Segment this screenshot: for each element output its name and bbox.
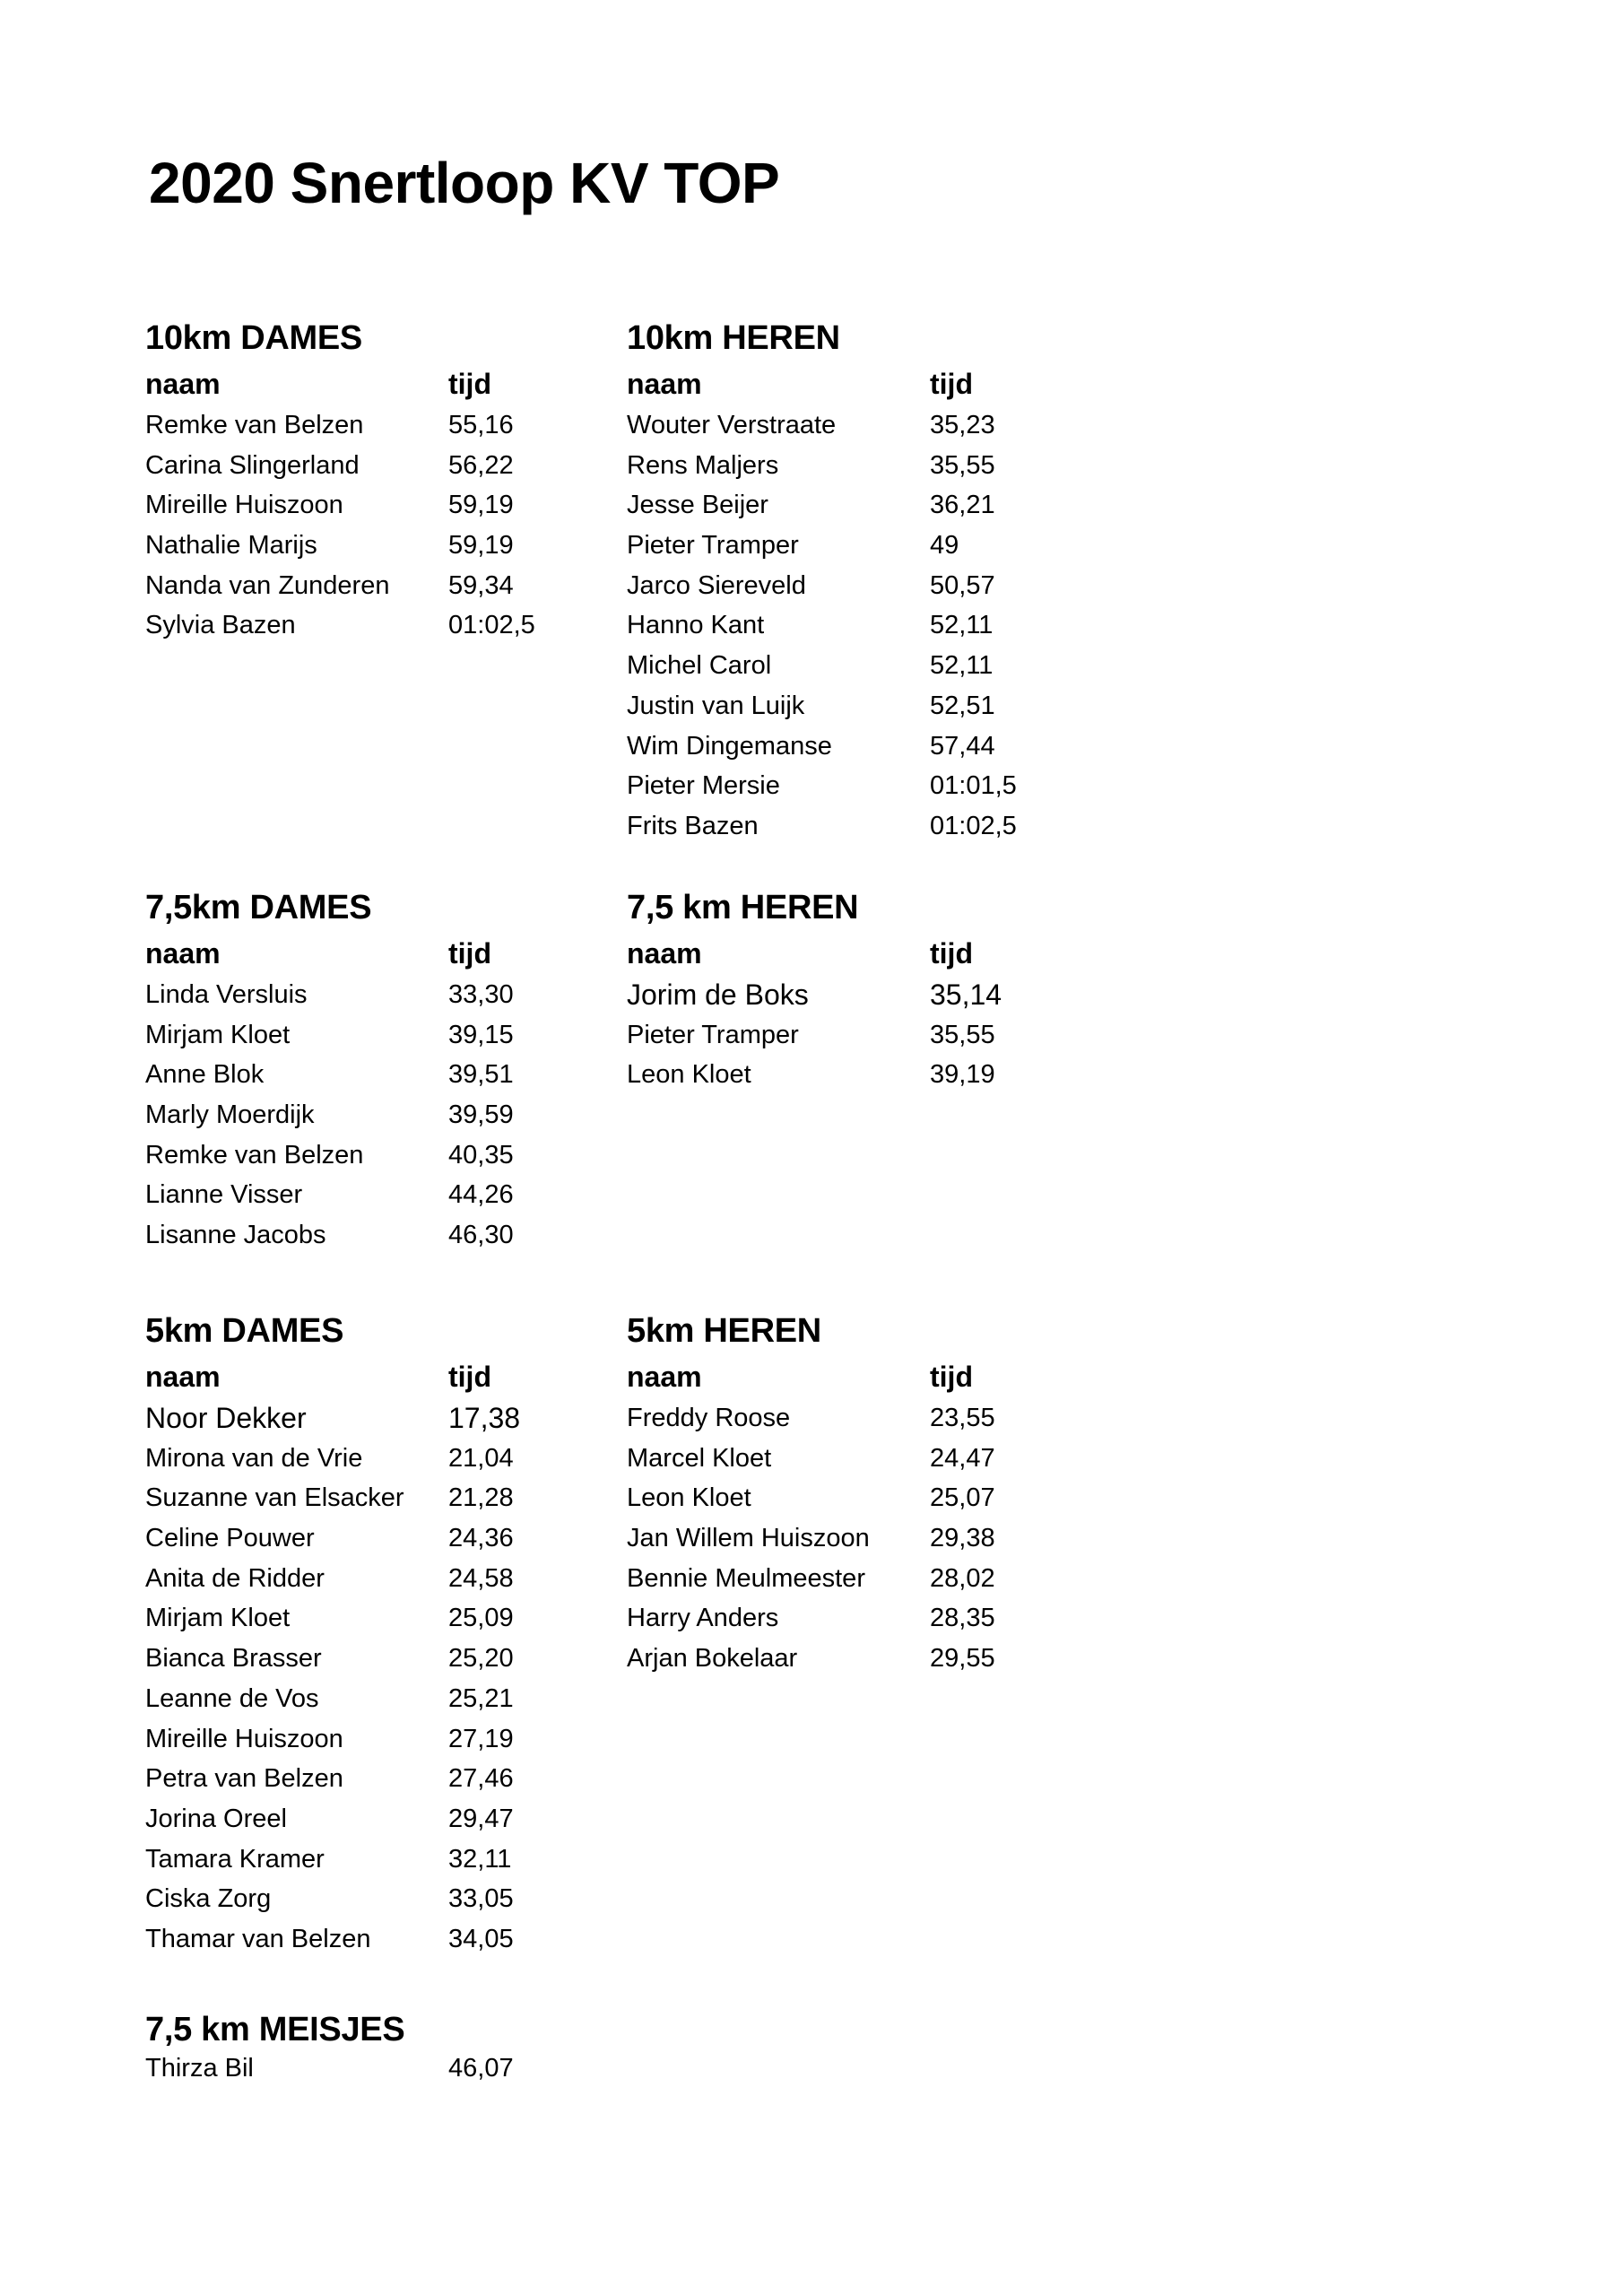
finish-time: 34,05 <box>448 1924 514 1953</box>
runner-name: Hanno Kant <box>627 611 765 640</box>
finish-time: 59,19 <box>448 491 514 520</box>
result-row <box>145 1766 612 1806</box>
finish-time: 24,58 <box>448 1563 514 1593</box>
runner-name: Arjan Bokelaar <box>627 1644 798 1674</box>
finish-time: 44,26 <box>448 1180 514 1210</box>
results-list <box>145 2056 612 2096</box>
finish-time: 33,30 <box>448 980 514 1009</box>
column-header-time: tijd <box>930 937 973 970</box>
finish-time: 39,59 <box>448 1100 514 1130</box>
runner-name: Noor Dekker <box>145 1402 307 1434</box>
runner-name: Leon Kloet <box>627 1060 751 1090</box>
runner-name: Bennie Meulmeester <box>627 1563 865 1593</box>
finish-time: 35,55 <box>930 450 995 480</box>
result-row <box>627 978 1093 1022</box>
result-row <box>627 1605 1093 1646</box>
results-list <box>145 413 612 653</box>
result-row <box>627 693 1093 734</box>
results-list <box>627 978 1093 1102</box>
result-row <box>145 450 612 493</box>
finish-time: 27,19 <box>448 1724 514 1753</box>
finish-time: 21,28 <box>448 1483 514 1513</box>
result-row <box>627 413 1093 453</box>
result-row <box>627 1443 1093 1486</box>
finish-time: 21,04 <box>448 1443 514 1473</box>
result-row <box>145 1726 612 1767</box>
finish-time: 28,35 <box>930 1604 995 1633</box>
finish-time: 01:02,5 <box>930 811 1017 840</box>
runner-name: Mireille Huiszoon <box>145 491 343 520</box>
finish-time: 49 <box>930 531 959 561</box>
runner-name: Pieter Mersie <box>627 771 780 801</box>
finish-time: 27,46 <box>448 1764 514 1794</box>
runner-name: Jarco Siereveld <box>627 570 806 600</box>
result-row <box>145 2056 612 2096</box>
runner-name: Pieter Tramper <box>627 1020 799 1049</box>
finish-time: 35,23 <box>930 411 995 439</box>
result-row <box>145 1526 612 1566</box>
runner-name: Frits Bazen <box>627 811 759 840</box>
runner-name: Carina Slingerland <box>145 450 360 480</box>
result-row <box>145 492 612 533</box>
column-header-name: naam <box>627 368 702 400</box>
section-title: 5km HEREN <box>627 1312 821 1350</box>
runner-name: Anne Blok <box>145 1060 265 1090</box>
result-row <box>145 413 612 453</box>
result-row <box>145 570 612 613</box>
results-list <box>145 1402 612 1967</box>
result-row <box>145 1886 612 1926</box>
result-row <box>627 1405 1093 1446</box>
result-row <box>145 1563 612 1606</box>
finish-time: 52,11 <box>930 611 994 640</box>
result-row <box>627 1646 1093 1686</box>
result-row <box>627 653 1093 693</box>
section-title: 10km HEREN <box>627 319 840 357</box>
result-row <box>145 1182 612 1222</box>
result-row <box>145 1806 612 1847</box>
runner-name: Sylvia Bazen <box>145 611 296 640</box>
finish-time: 33,05 <box>448 1884 514 1914</box>
finish-time: 25,07 <box>930 1483 995 1513</box>
runner-name: Leanne de Vos <box>145 1683 319 1713</box>
column-header-time: tijd <box>930 368 973 400</box>
runner-name: Leon Kloet <box>627 1483 751 1513</box>
result-row <box>627 1485 1093 1526</box>
runner-name: Tamara Kramer <box>145 1844 325 1874</box>
result-row <box>145 1605 612 1646</box>
finish-time: 25,21 <box>448 1683 514 1713</box>
runner-name: Remke van Belzen <box>145 1140 364 1170</box>
result-row <box>627 1563 1093 1606</box>
result-row <box>627 492 1093 533</box>
finish-time: 29,55 <box>930 1644 995 1674</box>
finish-time: 55,16 <box>448 411 514 439</box>
result-row <box>627 1062 1093 1102</box>
result-row <box>627 570 1093 613</box>
runner-name: Linda Versluis <box>145 980 308 1009</box>
finish-time: 59,19 <box>448 531 514 561</box>
runner-name: Thamar van Belzen <box>145 1924 371 1953</box>
runner-name: Marly Moerdijk <box>145 1100 315 1130</box>
runner-name: Anita de Ridder <box>145 1563 325 1593</box>
runner-name: Remke van Belzen <box>145 411 364 439</box>
finish-time: 25,09 <box>448 1604 514 1633</box>
column-header-name: naam <box>145 937 221 970</box>
column-header-time: tijd <box>448 937 491 970</box>
result-row <box>145 1102 612 1143</box>
runner-name: Jesse Beijer <box>627 491 768 520</box>
finish-time: 01:02,5 <box>448 611 535 640</box>
result-row <box>145 1926 612 1967</box>
column-header-name: naam <box>627 1361 702 1393</box>
finish-time: 57,44 <box>930 731 995 761</box>
runner-name: Lisanne Jacobs <box>145 1221 326 1250</box>
finish-time: 39,51 <box>448 1060 514 1090</box>
result-row <box>627 731 1093 774</box>
column-header-name: naam <box>145 1361 221 1393</box>
finish-time: 35,14 <box>930 978 1002 1011</box>
result-row <box>627 773 1093 813</box>
result-row <box>145 1443 612 1486</box>
runner-name: Jorina Oreel <box>145 1804 287 1833</box>
finish-time: 36,21 <box>930 491 995 520</box>
runner-name: Freddy Roose <box>627 1404 791 1432</box>
section-title: 5km DAMES <box>145 1312 344 1350</box>
runner-name: Celine Pouwer <box>145 1524 315 1553</box>
finish-time: 17,38 <box>448 1402 521 1434</box>
finish-time: 32,11 <box>448 1844 512 1874</box>
result-row <box>145 613 612 653</box>
runner-name: Justin van Luijk <box>627 691 805 720</box>
runner-name: Mireille Huiszoon <box>145 1724 343 1753</box>
page-title: 2020 Snertloop KV TOP <box>149 151 780 215</box>
result-row <box>145 982 612 1022</box>
runner-name: Wim Dingemanse <box>627 731 832 761</box>
column-header-name: naam <box>145 368 221 400</box>
result-row <box>145 1844 612 1887</box>
result-row <box>627 1526 1093 1566</box>
runner-name: Thirza Bil <box>145 2054 254 2083</box>
finish-time: 23,55 <box>930 1404 995 1432</box>
finish-time: 25,20 <box>448 1644 514 1674</box>
runner-name: Mirjam Kloet <box>145 1604 291 1633</box>
finish-time: 29,38 <box>930 1524 995 1553</box>
runner-name: Nanda van Zunderen <box>145 570 390 600</box>
result-row <box>145 1222 612 1263</box>
finish-time: 52,11 <box>930 651 994 681</box>
runner-name: Rens Maljers <box>627 450 779 480</box>
result-row <box>627 1022 1093 1063</box>
runner-name: Harry Anders <box>627 1604 779 1633</box>
runner-name: Petra van Belzen <box>145 1764 343 1794</box>
finish-time: 39,15 <box>448 1020 514 1049</box>
runner-name: Wouter Verstraate <box>627 411 837 439</box>
finish-time: 50,57 <box>930 570 995 600</box>
section-title: 10km DAMES <box>145 319 362 357</box>
result-row <box>145 1646 612 1686</box>
finish-time: 59,34 <box>448 570 514 600</box>
result-row <box>145 1140 612 1183</box>
runner-name: Jorim de Boks <box>627 978 809 1011</box>
column-header-time: tijd <box>448 368 491 400</box>
finish-time: 35,55 <box>930 1020 995 1049</box>
result-row <box>145 1022 612 1063</box>
column-header-time: tijd <box>930 1361 973 1393</box>
finish-time: 40,35 <box>448 1140 514 1170</box>
runner-name: Suzanne van Elsacker <box>145 1483 404 1513</box>
runner-name: Pieter Tramper <box>627 531 799 561</box>
runner-name: Marcel Kloet <box>627 1443 772 1473</box>
finish-time: 56,22 <box>448 450 514 480</box>
result-row <box>145 1683 612 1726</box>
result-row <box>627 613 1093 653</box>
finish-time: 39,19 <box>930 1060 995 1090</box>
column-header-time: tijd <box>448 1361 491 1393</box>
result-row <box>145 1402 612 1446</box>
results-list <box>627 1405 1093 1686</box>
runner-name: Michel Carol <box>627 651 772 681</box>
result-row <box>145 1062 612 1102</box>
result-row <box>627 813 1093 854</box>
finish-time: 24,47 <box>930 1443 995 1473</box>
runner-name: Ciska Zorg <box>145 1884 272 1914</box>
runner-name: Bianca Brasser <box>145 1644 322 1674</box>
result-row <box>627 533 1093 573</box>
runner-name: Mirona van de Vrie <box>145 1443 363 1473</box>
result-row <box>145 1485 612 1526</box>
section-title: 7,5 km HEREN <box>627 889 859 926</box>
column-header-name: naam <box>627 937 702 970</box>
finish-time: 24,36 <box>448 1524 514 1553</box>
result-row <box>627 450 1093 493</box>
finish-time: 46,07 <box>448 2054 514 2083</box>
results-list <box>627 413 1093 854</box>
section-title: 7,5km DAMES <box>145 889 372 926</box>
runner-name: Nathalie Marijs <box>145 531 317 561</box>
finish-time: 52,51 <box>930 691 995 720</box>
finish-time: 01:01,5 <box>930 771 1017 801</box>
finish-time: 46,30 <box>448 1221 514 1250</box>
result-row <box>145 533 612 573</box>
results-list <box>145 982 612 1263</box>
runner-name: Jan Willem Huiszoon <box>627 1524 870 1553</box>
finish-time: 29,47 <box>448 1804 514 1833</box>
section-title: 7,5 km MEISJES <box>145 2011 405 2048</box>
runner-name: Lianne Visser <box>145 1180 303 1210</box>
runner-name: Mirjam Kloet <box>145 1020 291 1049</box>
finish-time: 28,02 <box>930 1563 995 1593</box>
